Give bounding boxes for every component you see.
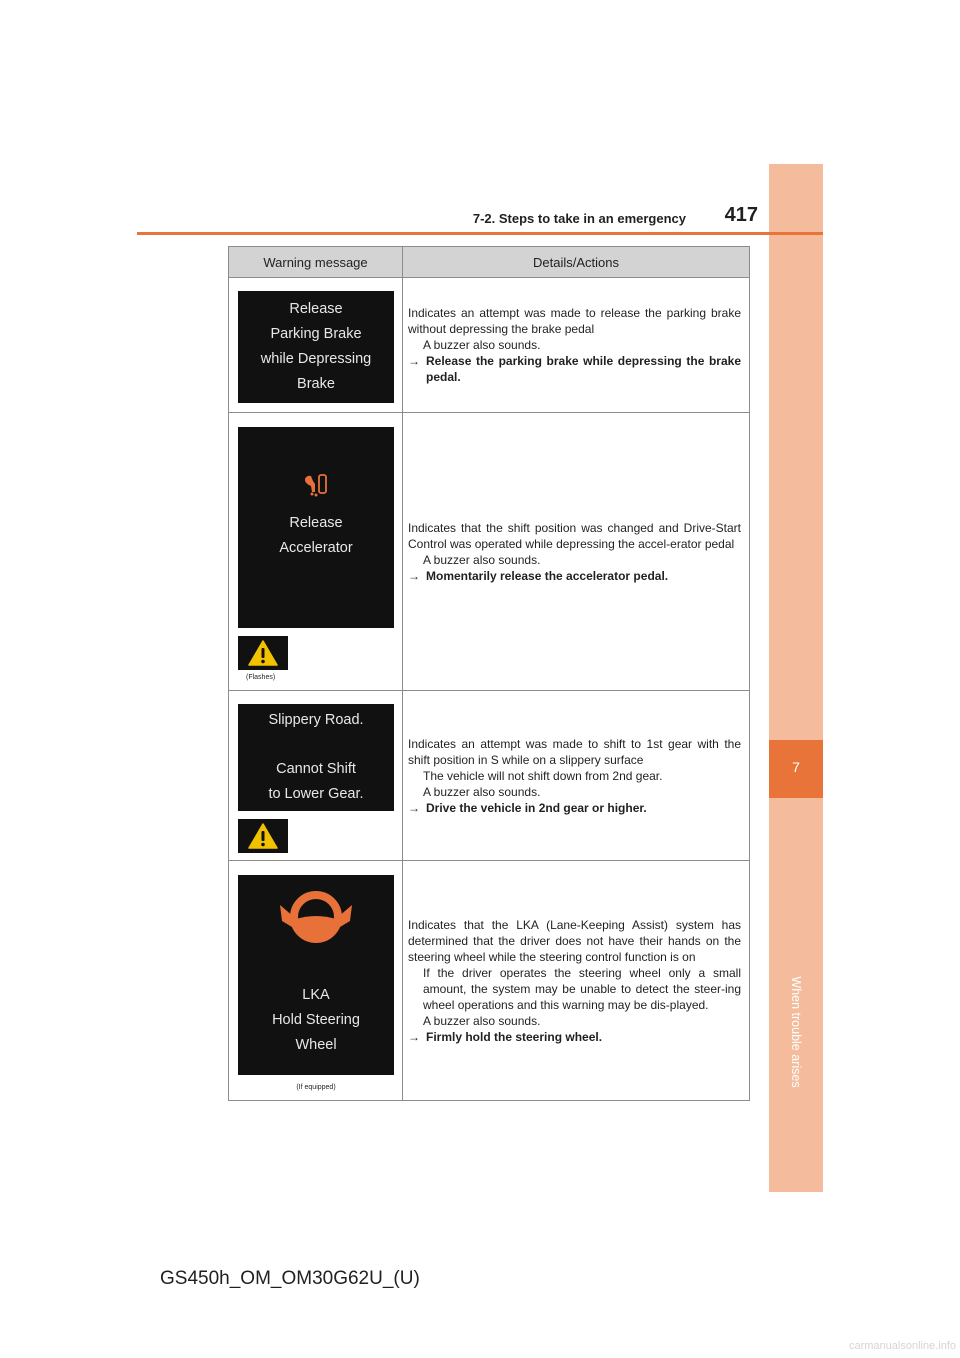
- screen-line: Cannot Shift: [276, 761, 356, 777]
- arrow-icon: →: [408, 800, 420, 815]
- note: A buzzer also sounds.: [423, 1013, 541, 1028]
- description: Indicates that the LKA (Lane-Keeping Assist) system has determined that the driver does not have their hands on the steering wheel while the steering control function is on: [408, 917, 741, 964]
- note: A buzzer also sounds.: [423, 784, 541, 799]
- action-text: [408, 353, 741, 385]
- column-header-warning-message: Warning message: [229, 247, 403, 278]
- action-text: [408, 568, 741, 584]
- chapter-side-tab: [769, 164, 823, 1192]
- details-cell: [403, 278, 750, 413]
- action-text: [408, 1029, 741, 1045]
- screen-line: Accelerator: [279, 540, 353, 556]
- screen-line: while Depressing: [260, 351, 372, 367]
- note: If the driver operates the steering wheel only a small amount, the system may be unable to detect the steer-ing wheel operations and this warning may be dis-played.: [423, 965, 741, 1012]
- screen-line: Slippery Road.: [268, 712, 364, 728]
- page-number: 417: [724, 204, 758, 226]
- action-label: Momentarily release the accelerator pedal.: [426, 568, 669, 583]
- action-label: Firmly hold the steering wheel.: [426, 1029, 603, 1044]
- table-row: [229, 861, 750, 1101]
- action-label: Release the parking brake while depressing the brake pedal.: [426, 354, 741, 384]
- accelerator-foot-icon: [302, 472, 330, 498]
- if-equipped-caption: (If equipped): [296, 1084, 336, 1091]
- display-screen-parking-brake: [238, 291, 394, 403]
- flashes-caption: (Flashes): [246, 674, 276, 681]
- details-cell: [403, 413, 750, 691]
- warning-image-cell: [229, 413, 403, 691]
- screen-line: Parking Brake: [270, 326, 362, 342]
- table-row: [229, 691, 750, 861]
- display-screen-slippery-road: [238, 704, 394, 811]
- table-header-row: [229, 247, 750, 278]
- column-header-details: Details/Actions: [403, 247, 750, 278]
- warning-triangle-icon: [248, 640, 278, 666]
- warning-light-flashing: [238, 636, 288, 670]
- note: The vehicle will not shift down from 2nd gear.: [423, 768, 663, 783]
- warning-triangle-icon: [248, 823, 278, 849]
- header-rule: [137, 232, 823, 235]
- action-label: Drive the vehicle in 2nd gear or higher.: [426, 800, 647, 815]
- table-row: [229, 278, 750, 413]
- note: A buzzer also sounds.: [423, 338, 541, 352]
- screen-line: Brake: [297, 376, 335, 392]
- description: Indicates an attempt was made to release the parking brake without depressing the brake pedal: [408, 306, 741, 336]
- arrow-icon: →: [408, 1029, 420, 1044]
- note: A buzzer also sounds.: [423, 552, 541, 567]
- arrow-icon: →: [408, 568, 420, 583]
- display-screen-release-accelerator: [238, 427, 394, 628]
- screen-line: Wheel: [295, 1037, 337, 1053]
- chapter-number: 7: [792, 759, 800, 775]
- steering-wheel-hands-icon: [276, 887, 356, 949]
- warning-image-cell: [229, 691, 403, 861]
- table-row: [229, 413, 750, 691]
- screen-line: Release: [289, 515, 343, 531]
- watermark: carmanualsonline.info: [848, 1340, 956, 1352]
- warning-message-table: [228, 246, 750, 1101]
- display-screen-lka-hold-steering: [238, 875, 394, 1075]
- warning-light: [238, 819, 288, 853]
- details-cell: [403, 691, 750, 861]
- screen-line: LKA: [302, 987, 330, 1003]
- warning-image-cell: [229, 861, 403, 1101]
- chapter-title: When trouble arises: [789, 976, 803, 1088]
- manual-code: GS450h_OM_OM30G62U_(U): [160, 1268, 420, 1289]
- screen-line: Release: [289, 301, 343, 317]
- section-title: 7-2. Steps to take in an emergency: [472, 211, 686, 226]
- details-cell: [403, 861, 750, 1101]
- warning-image-cell: [229, 278, 403, 413]
- description: Indicates that the shift position was changed and Drive-Start Control was operated while depressing the accel-erator pedal: [408, 520, 741, 551]
- description: Indicates an attempt was made to shift to 1st gear with the shift position in S while on a slippery surface: [408, 736, 741, 767]
- screen-line: Hold Steering: [272, 1012, 360, 1028]
- arrow-icon: →: [408, 354, 420, 368]
- action-text: [408, 800, 741, 816]
- screen-line: to Lower Gear.: [268, 786, 364, 802]
